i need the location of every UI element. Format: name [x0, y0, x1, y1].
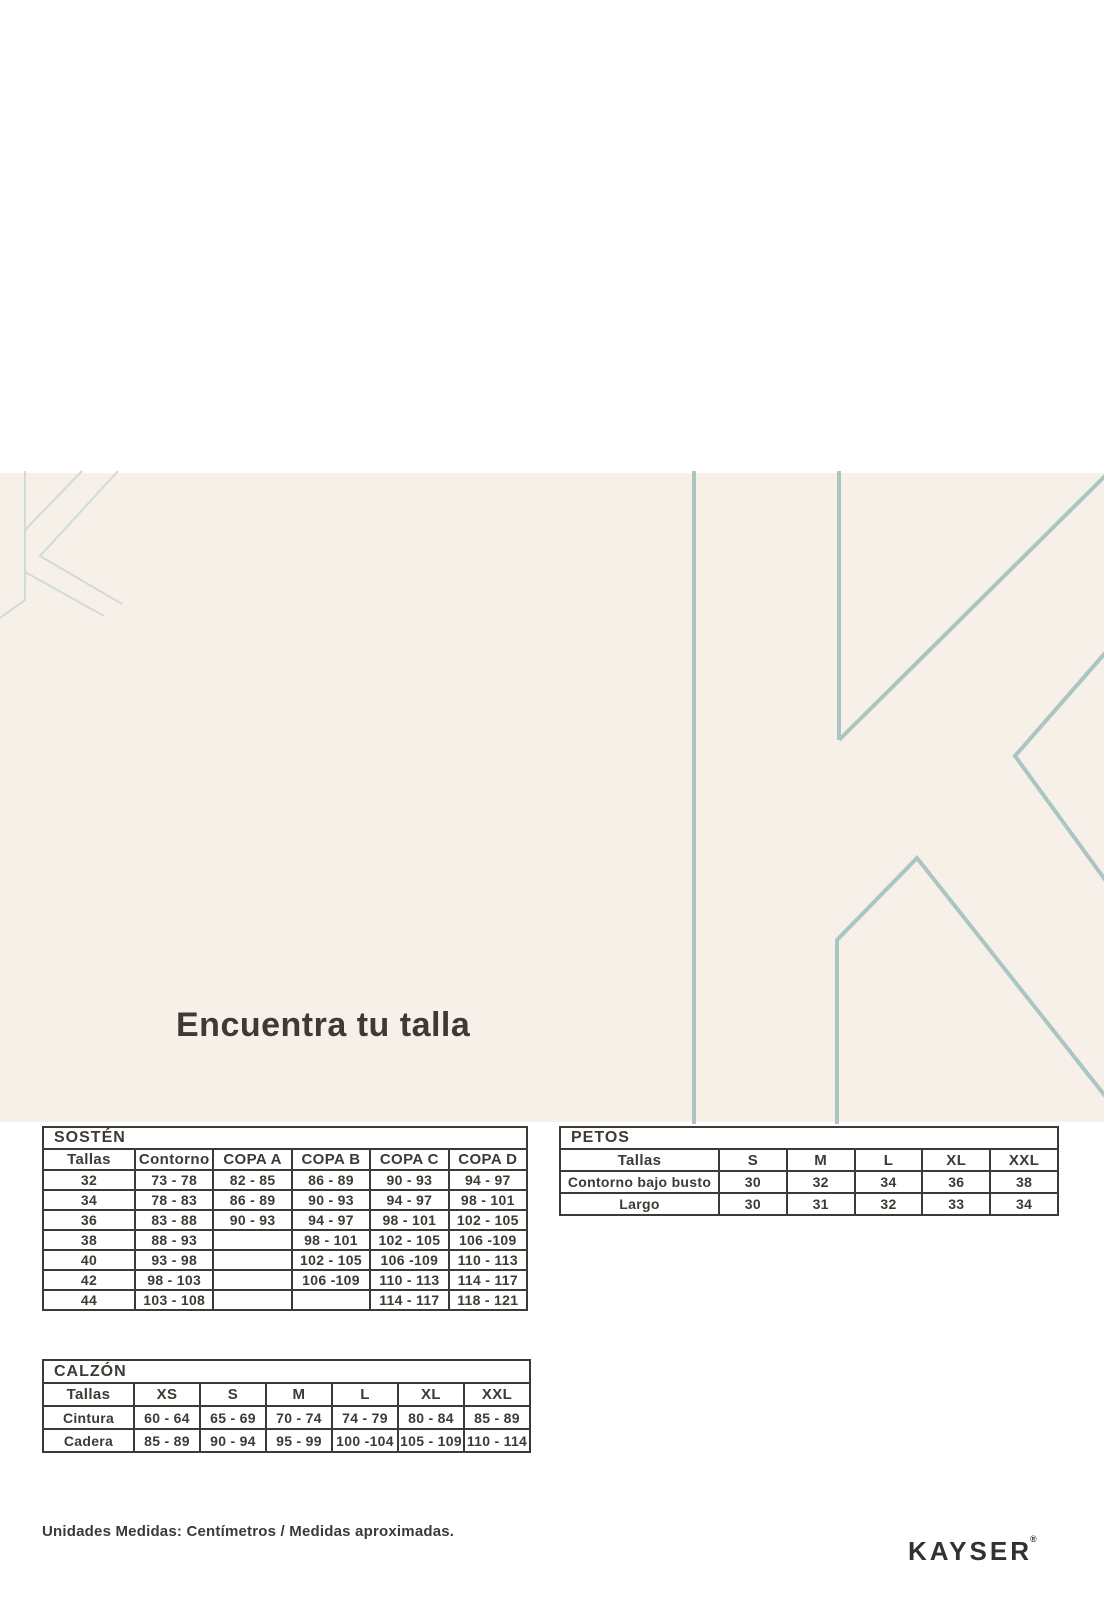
table-cell: 98 - 101	[449, 1190, 527, 1210]
kayser-logo-text: KAYSER	[908, 1536, 1032, 1566]
table-cell: 34	[43, 1190, 135, 1210]
column-header: M	[266, 1383, 332, 1406]
table-cell: 103 - 108	[135, 1290, 213, 1310]
column-header: Tallas	[43, 1383, 134, 1406]
table-cell: Largo	[560, 1193, 719, 1215]
table-title: PETOS	[560, 1127, 1058, 1149]
table-cell: 114 - 117	[449, 1270, 527, 1290]
size-table	[42, 1126, 528, 1311]
size-guide-panel	[0, 473, 1104, 1566]
table-cell: 44	[43, 1290, 135, 1310]
table-cell: 83 - 88	[135, 1210, 213, 1230]
column-header: L	[332, 1383, 398, 1406]
table-cell: 34	[855, 1171, 923, 1193]
table-cell	[213, 1270, 291, 1290]
table-cell: 40	[43, 1250, 135, 1270]
table-row	[43, 1290, 527, 1310]
table-cell: Cadera	[43, 1429, 134, 1452]
units-note: Unidades Medidas: Centímetros / Medidas aproximadas.	[42, 1523, 455, 1540]
table-title: CALZÓN	[43, 1360, 530, 1383]
table-cell: 38	[990, 1171, 1058, 1193]
table-cell: 82 - 85	[213, 1170, 291, 1190]
calzon-size-table	[42, 1359, 531, 1453]
table-cell: 106 -109	[449, 1230, 527, 1250]
table-cell: 42	[43, 1270, 135, 1290]
table-cell: Cintura	[43, 1406, 134, 1429]
column-header: S	[719, 1149, 787, 1171]
table-cell: 94 - 97	[370, 1190, 448, 1210]
table-cell: 90 - 93	[370, 1170, 448, 1190]
table-cell: 94 - 97	[449, 1170, 527, 1190]
table-cell: 105 - 109	[398, 1429, 464, 1452]
table-cell: 33	[922, 1193, 990, 1215]
table-cell: 30	[719, 1171, 787, 1193]
table-cell: 98 - 103	[135, 1270, 213, 1290]
table-cell: 118 - 121	[449, 1290, 527, 1310]
table-cell: 36	[43, 1210, 135, 1230]
table-cell: 86 - 89	[292, 1170, 370, 1190]
table-cell: 106 -109	[292, 1270, 370, 1290]
table-cell: 74 - 79	[332, 1406, 398, 1429]
petos-size-table	[559, 1126, 1059, 1216]
table-cell: 34	[990, 1193, 1058, 1215]
kayser-k-watermark	[0, 473, 1104, 1122]
table-cell: 90 - 93	[292, 1190, 370, 1210]
table-cell: 90 - 93	[213, 1210, 291, 1230]
k-letter-outline-large	[694, 471, 1104, 1124]
table-cell: 102 - 105	[370, 1230, 448, 1250]
table-cell: 114 - 117	[370, 1290, 448, 1310]
table-cell: 95 - 99	[266, 1429, 332, 1452]
table-cell: 73 - 78	[135, 1170, 213, 1190]
table-cell: 90 - 94	[200, 1429, 266, 1452]
table-cell: 36	[922, 1171, 990, 1193]
table-cell: 32	[787, 1171, 855, 1193]
column-header: COPA D	[449, 1149, 527, 1170]
table-cell: 60 - 64	[134, 1406, 200, 1429]
table-cell: 100 -104	[332, 1429, 398, 1452]
table-row	[560, 1171, 1058, 1193]
table-cell: 38	[43, 1230, 135, 1250]
table-cell: 102 - 105	[292, 1250, 370, 1270]
kayser-logo	[908, 1536, 1039, 1567]
table-cell: 98 - 101	[292, 1230, 370, 1250]
table-cell	[213, 1250, 291, 1270]
table-cell: 70 - 74	[266, 1406, 332, 1429]
table-cell: 80 - 84	[398, 1406, 464, 1429]
registered-trademark-icon: ®	[1029, 1534, 1037, 1544]
table-row	[560, 1193, 1058, 1215]
k-letter-outline-small	[0, 471, 122, 618]
column-header: COPA C	[370, 1149, 448, 1170]
column-header: COPA A	[213, 1149, 291, 1170]
column-header: S	[200, 1383, 266, 1406]
table-cell: 110 - 114	[464, 1429, 530, 1452]
table-row	[43, 1406, 530, 1429]
table-cell: 106 -109	[370, 1250, 448, 1270]
sosten-size-table	[42, 1126, 528, 1311]
table-cell: 86 - 89	[213, 1190, 291, 1210]
size-table	[42, 1359, 531, 1453]
table-cell: 88 - 93	[135, 1230, 213, 1250]
table-cell: 78 - 83	[135, 1190, 213, 1210]
table-cell	[213, 1230, 291, 1250]
column-header: XS	[134, 1383, 200, 1406]
size-table	[559, 1126, 1059, 1216]
column-header: XL	[398, 1383, 464, 1406]
table-cell: 32	[855, 1193, 923, 1215]
column-header: XL	[922, 1149, 990, 1171]
table-row	[43, 1170, 527, 1190]
table-cell: 98 - 101	[370, 1210, 448, 1230]
column-header: Tallas	[560, 1149, 719, 1171]
page-title: Encuentra tu talla	[176, 1006, 471, 1044]
table-title: SOSTÉN	[43, 1127, 527, 1149]
table-cell: 65 - 69	[200, 1406, 266, 1429]
table-row	[43, 1210, 527, 1230]
table-cell	[213, 1290, 291, 1310]
table-cell: 30	[719, 1193, 787, 1215]
table-cell: 110 - 113	[370, 1270, 448, 1290]
table-row	[43, 1270, 527, 1290]
column-header: Tallas	[43, 1149, 135, 1170]
table-row	[43, 1190, 527, 1210]
table-cell: 93 - 98	[135, 1250, 213, 1270]
table-row	[43, 1429, 530, 1452]
table-cell: 85 - 89	[134, 1429, 200, 1452]
table-cell	[292, 1290, 370, 1310]
table-cell: Contorno bajo busto	[560, 1171, 719, 1193]
table-cell: 102 - 105	[449, 1210, 527, 1230]
column-header: L	[855, 1149, 923, 1171]
table-row	[43, 1230, 527, 1250]
column-header: M	[787, 1149, 855, 1171]
table-cell: 31	[787, 1193, 855, 1215]
column-header: COPA B	[292, 1149, 370, 1170]
table-cell: 85 - 89	[464, 1406, 530, 1429]
column-header: XXL	[464, 1383, 530, 1406]
column-header: XXL	[990, 1149, 1058, 1171]
column-header: Contorno	[135, 1149, 213, 1170]
table-row	[43, 1250, 527, 1270]
table-cell: 32	[43, 1170, 135, 1190]
table-cell: 94 - 97	[292, 1210, 370, 1230]
table-cell: 110 - 113	[449, 1250, 527, 1270]
